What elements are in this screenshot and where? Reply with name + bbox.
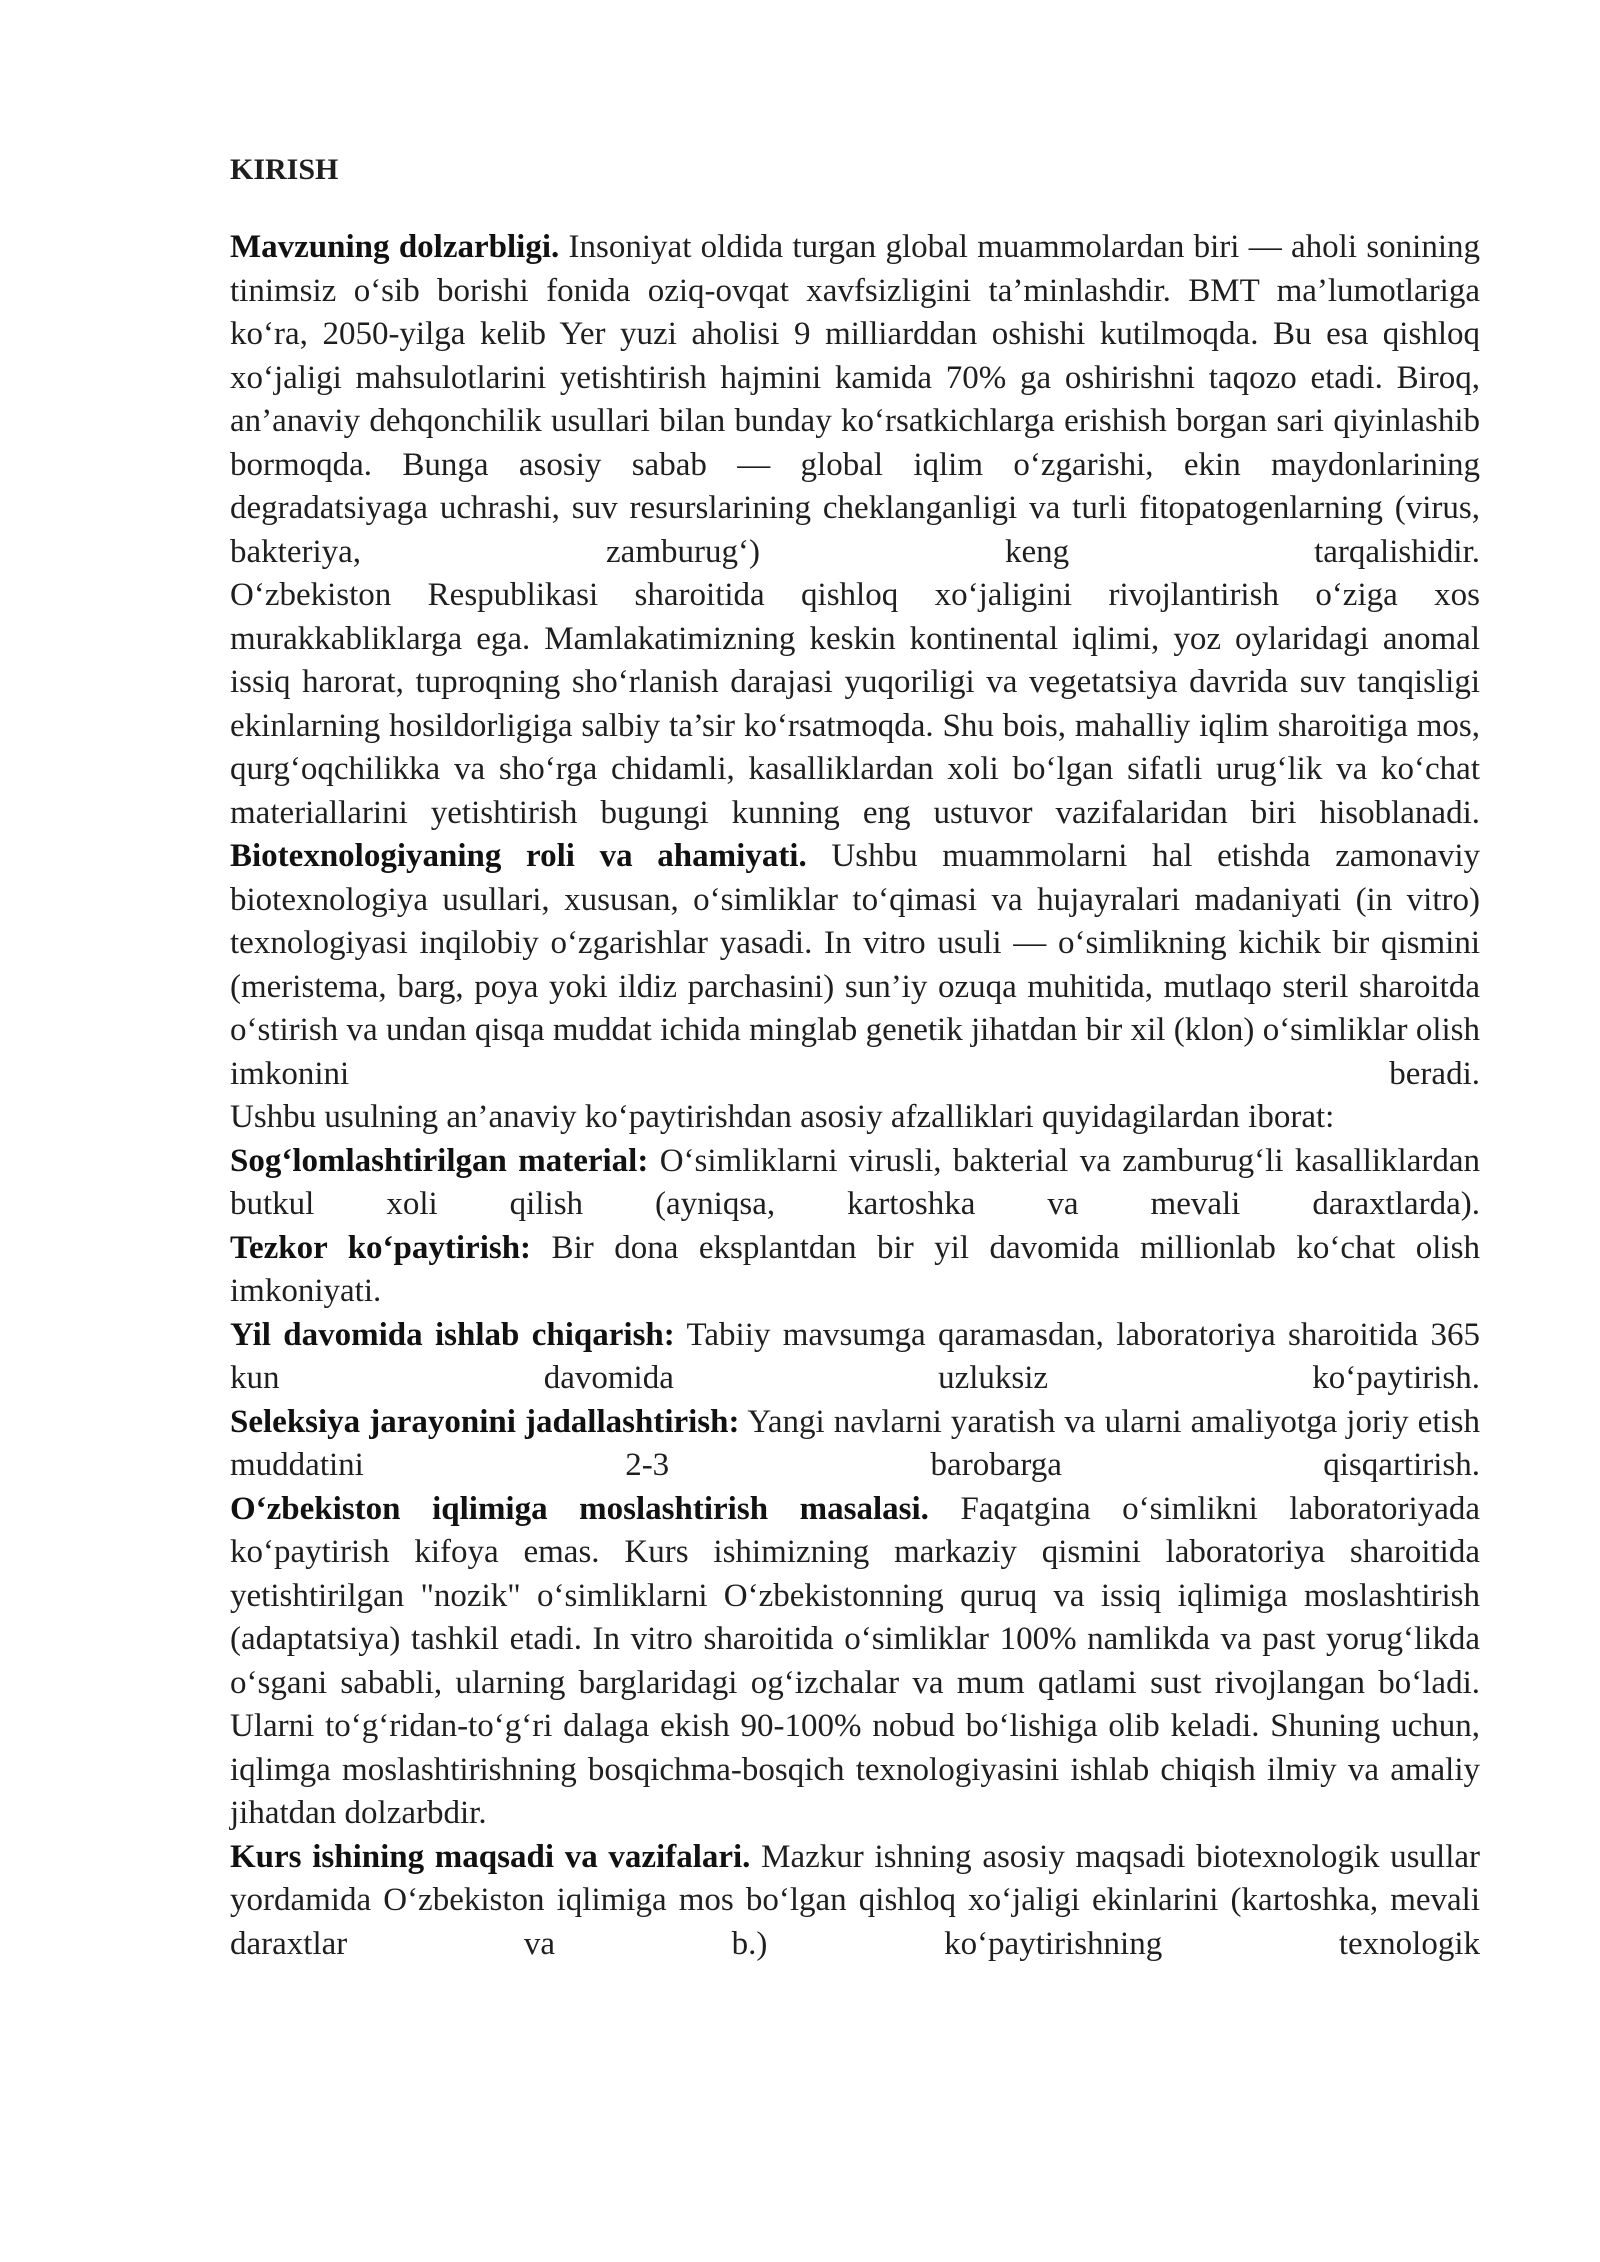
paragraph-advantages-intro [230, 1096, 1480, 1140]
paragraph-label: Sog‘lomlashtirilgan material: [230, 1142, 649, 1179]
paragraph-goals-tasks [230, 1836, 1480, 1967]
paragraph-text: O‘zbekiston Respublikasi sharoitida qishloq xo‘jaligini rivojlantirish o‘ziga xos murakkabliklarga ega. Mamlakatimizning keskin kontinental iqlimi, yoz oylaridagi anomal issiq harorat, tuproqning sho‘rlanish darajasi yuqoriligi va vegetatsiya davrida suv tanqisligi ekinlarning hosildorligiga salbiy ta’sir ko‘rsatmoqda. Shu bois, mahalliy iqlim sharoitiga mos, qurg‘oqchilikka va sho‘rga chidamli, kasalliklardan xoli bo‘lgan sifatli urug‘lik va ko‘chat materiallarini yetishtirish bugungi kunning eng ustuvor vazifalaridan biri hisoblanadi. [230, 577, 1480, 831]
paragraph-label: Biotexnologiyaning roli va ahamiyati. [230, 838, 807, 874]
advantage-healthy-material [230, 1140, 1480, 1227]
paragraph-text: Ushbu muammolarni hal etishda zamonaviy biotexnologiya usullari, xususan, o‘simliklar to‘qimasi va hujayralari madaniyati (in vitro) texnologiyasi inqilobiy o‘zgarishlar yasadi. In vitro usuli — o‘simlikning kichik bir qismini (meristema, barg, poya yoki ildiz parchasini) sun’iy ozuqa muhitida, mutlaqo steril sharoitda o‘stirish va undan qisqa muddat ichida minglab genetik jihatdan bir xil (klon) o‘simliklar olish imkonini beradi. [230, 838, 1480, 1092]
advantage-fast-propagation [230, 1227, 1480, 1314]
paragraph-text: Tabiiy mavsumga qaramasdan, laboratoriya sharoitida 365 kun davomida uzluksiz ko‘paytirish. [230, 1316, 1481, 1396]
paragraph-relevance [230, 226, 1480, 574]
advantage-year-round [230, 1314, 1480, 1401]
section-heading: KIRISH [230, 153, 339, 186]
document-page [230, 150, 1480, 1966]
paragraph-text: Yangi navlarni yaratish va ularni amaliyotga joriy etish muddatini 2-3 barobarga qisqartirish. [230, 1403, 1481, 1483]
paragraph-text: Ushbu usulning an’anaviy ko‘paytirishdan asosiy afzalliklari quyidagilardan iborat: [230, 1099, 1335, 1135]
paragraph-label: Mavzuning dolzarbligi. [230, 229, 560, 265]
paragraph-label: Yil davomida ishlab chiqarish: [230, 1316, 675, 1353]
paragraph-label: Tezkor ko‘paytirish: [230, 1229, 532, 1266]
paragraph-text: Bir dona eksplantdan bir yil davomida millionlab ko‘chat olish imkoniyati. [230, 1229, 1480, 1309]
paragraph-text: Insoniyat oldida turgan global muammolardan biri — aholi sonining tinimsiz o‘sib borishi fonida oziq-ovqat xavfsizligini ta’minlashdir. BMT ma’lumotlariga ko‘ra, 2050-yilga kelib Yer yuzi aholisi 9 milliarddan oshishi kutilmoqda. Bu esa qishloq xo‘jaligi mahsulotlarini yetishtirish hajmini kamida 70% ga oshirishni taqozo etadi. Biroq, an’anaviy dehqonchilik usullari bilan bunday ko‘rsatkichlarga erishish borgan sari qiyinlashib bormoqda. Bunga asosiy sabab — global iqlim o‘zgarishi, ekin maydonlarining degradatsiyaga uchrashi, suv resurslarining cheklanganligi va turli fitopatogenlarning (virus, bakteriya, zamburug‘) keng tarqalishidir. [230, 229, 1480, 570]
paragraph-uzbekistan-conditions [230, 574, 1480, 835]
paragraph-label: Seleksiya jarayonini jadallashtirish: [230, 1403, 740, 1440]
paragraph-biotech-role [230, 835, 1480, 1096]
paragraph-label: Kurs ishining maqsadi va vazifalari. [230, 1838, 751, 1875]
paragraph-text: Mazkur ishning asosiy maqsadi biotexnologik usullar yordamida O‘zbekiston iqlimiga mos bo‘lgan qishloq xo‘jaligi ekinlarini (kartoshka, mevali daraxtlar va b.) ko‘paytirishning texnologik [230, 1838, 1480, 1962]
advantage-breeding-acceleration [230, 1401, 1480, 1488]
paragraph-text: Faqatgina o‘simlikni laboratoriyada ko‘paytirish kifoya emas. Kurs ishimizning markaziy qismini laboratoriya sharoitida yetishtirilgan "nozik" o‘simliklarni O‘zbekistonning quruq va issiq iqlimiga moslashtirish (adaptatsiya) tashkil etadi. In vitro sharoitida o‘simliklar 100% namlikda va past yorug‘likda o‘sgani sababli, ularning barglaridagi og‘izchalar va mum qatlami sust rivojlangan bo‘ladi. Ularni to‘g‘ridan-to‘g‘ri dalaga ekish 90-100% nobud bo‘lishiga olib keladi. Shuning uchun, iqlimga moslashtirishning bosqichma-bosqich texnologiyasini ishlab chiqish ilmiy va amaliy jihatdan dolzarbdir. [230, 1490, 1480, 1831]
paragraph-text: O‘simliklarni virusli, bakterial va zamburug‘li kasalliklardan butkul xoli qilish (ayniqsa, kartoshka va mevali daraxtlarda). [230, 1142, 1480, 1222]
paragraph-label: O‘zbekiston iqlimiga moslashtirish masalasi. [230, 1490, 929, 1527]
paragraph-climate-adaptation [230, 1488, 1480, 1836]
